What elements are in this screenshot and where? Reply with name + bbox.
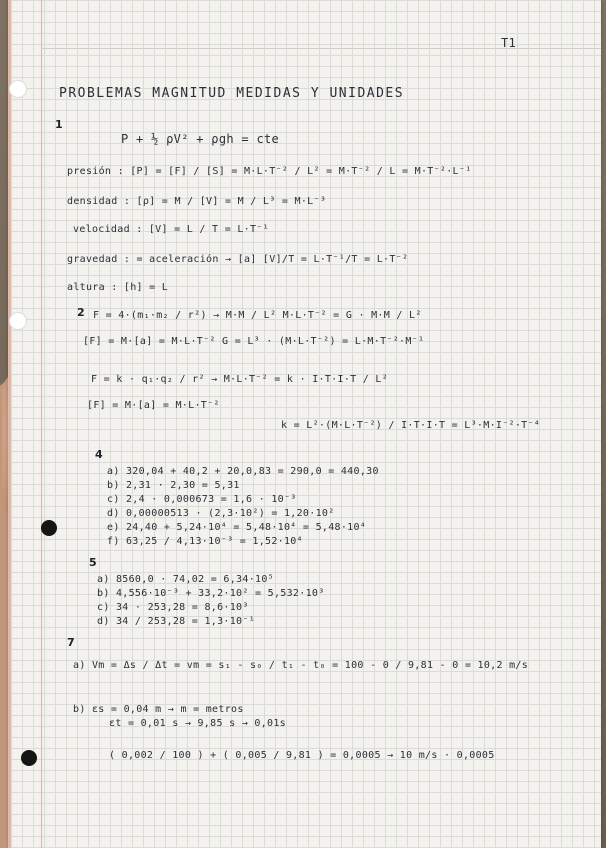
bernoulli-equation: P + ½ ρV² + ρgh = cte bbox=[121, 132, 280, 146]
section-2-number: 2 bbox=[77, 306, 85, 319]
s4-line: a) 320,04 + 40,2 + 20,0,83 = 290,0 = 440,30 bbox=[107, 466, 379, 477]
s5-line: a) 8560,0 · 74,02 = 6,34·10⁵ bbox=[97, 574, 274, 585]
s1-line: gravedad : = aceleración → [a] [V]/T = L·T⁻¹/T = L·T⁻² bbox=[67, 254, 409, 265]
s1-line: altura : [h] = L bbox=[67, 282, 169, 293]
page-title: PROBLEMAS MAGNITUD MEDIDAS Y UNIDADES bbox=[59, 86, 405, 101]
notebook-page bbox=[8, 0, 601, 848]
section-1-number: 1 bbox=[55, 118, 63, 131]
s2-line: [F] = M·[a] = M·L·T⁻² G = L³ · (M·L·T⁻²) = L·M·T⁻²·M⁻¹ bbox=[83, 336, 425, 347]
s4-line: e) 24,40 + 5,24·10⁴ = 5,48·10⁴ = 5,48·10⁴ bbox=[107, 522, 367, 533]
s4-line: d) 0,00000513 · (2,3·10²) = 1,20·10² bbox=[107, 508, 335, 519]
section-5-number: 5 bbox=[89, 556, 97, 569]
s4-line: b) 2,31 · 2,30 = 5,31 bbox=[107, 480, 240, 491]
page-label: T1 bbox=[501, 36, 517, 50]
s7-line: ( 0,002 / 100 ) + ( 0,005 / 9,81 ) = 0,0005 → 10 m/s · 0,0005 bbox=[109, 750, 495, 761]
margin-line bbox=[41, 0, 42, 848]
section-4-number: 4 bbox=[95, 448, 103, 461]
s5-line: c) 34 · 253,28 = 8,6·10³ bbox=[97, 602, 249, 613]
s1-line: presión : [P] = [F] / [S] = M·L·T⁻² / L² = M·T⁻² / L = M·T⁻²·L⁻¹ bbox=[67, 166, 472, 177]
punch-hole bbox=[9, 80, 27, 98]
section-7-number: 7 bbox=[67, 636, 75, 649]
s7-line: b) εs = 0,04 m → m = metros bbox=[73, 704, 244, 715]
s2-line: k = L²·(M·L·T⁻²) / I·T·I·T = L³·M·I⁻²·T⁻⁴ bbox=[281, 420, 541, 431]
punch-hole bbox=[9, 312, 27, 330]
punch-hole bbox=[21, 750, 37, 766]
s7-line: εt = 0,01 s → 9,85 s → 0,01s bbox=[109, 718, 286, 729]
s1-line: velocidad : [V] = L / T = L·T⁻¹ bbox=[73, 224, 269, 235]
s5-line: d) 34 / 253,28 = 1,3·10⁻¹ bbox=[97, 616, 256, 627]
s1-line: densidad : [ρ] = M / [V] = M / L³ = M·L⁻³ bbox=[67, 196, 327, 207]
s5-line: b) 4,556·10⁻³ + 33,2·10² = 5,532·10³ bbox=[97, 588, 325, 599]
s2-line: [F] = M·[a] = M·L·T⁻² bbox=[87, 400, 220, 411]
s4-line: f) 63,25 / 4,13·10⁻³ = 1,52·10⁴ bbox=[107, 536, 303, 547]
punch-hole bbox=[41, 520, 57, 536]
s2-line: F = 4·(m₁·m₂ / r²) → M·M / L² M·L·T⁻² = G · M·M / L² bbox=[93, 310, 422, 321]
s4-line: c) 2,4 · 0,000673 = 1,6 · 10⁻³ bbox=[107, 494, 297, 505]
s7-line: a) Vm = Δs / Δt = vm = s₁ - s₀ / t₁ - t₀ = 100 - 0 / 9,81 - 0 = 10,2 m/s bbox=[73, 660, 529, 671]
s2-line: F = k · q₁·q₂ / r² → M·L·T⁻² = k · I·T·I·T / L² bbox=[91, 374, 389, 385]
header-line bbox=[41, 48, 601, 49]
